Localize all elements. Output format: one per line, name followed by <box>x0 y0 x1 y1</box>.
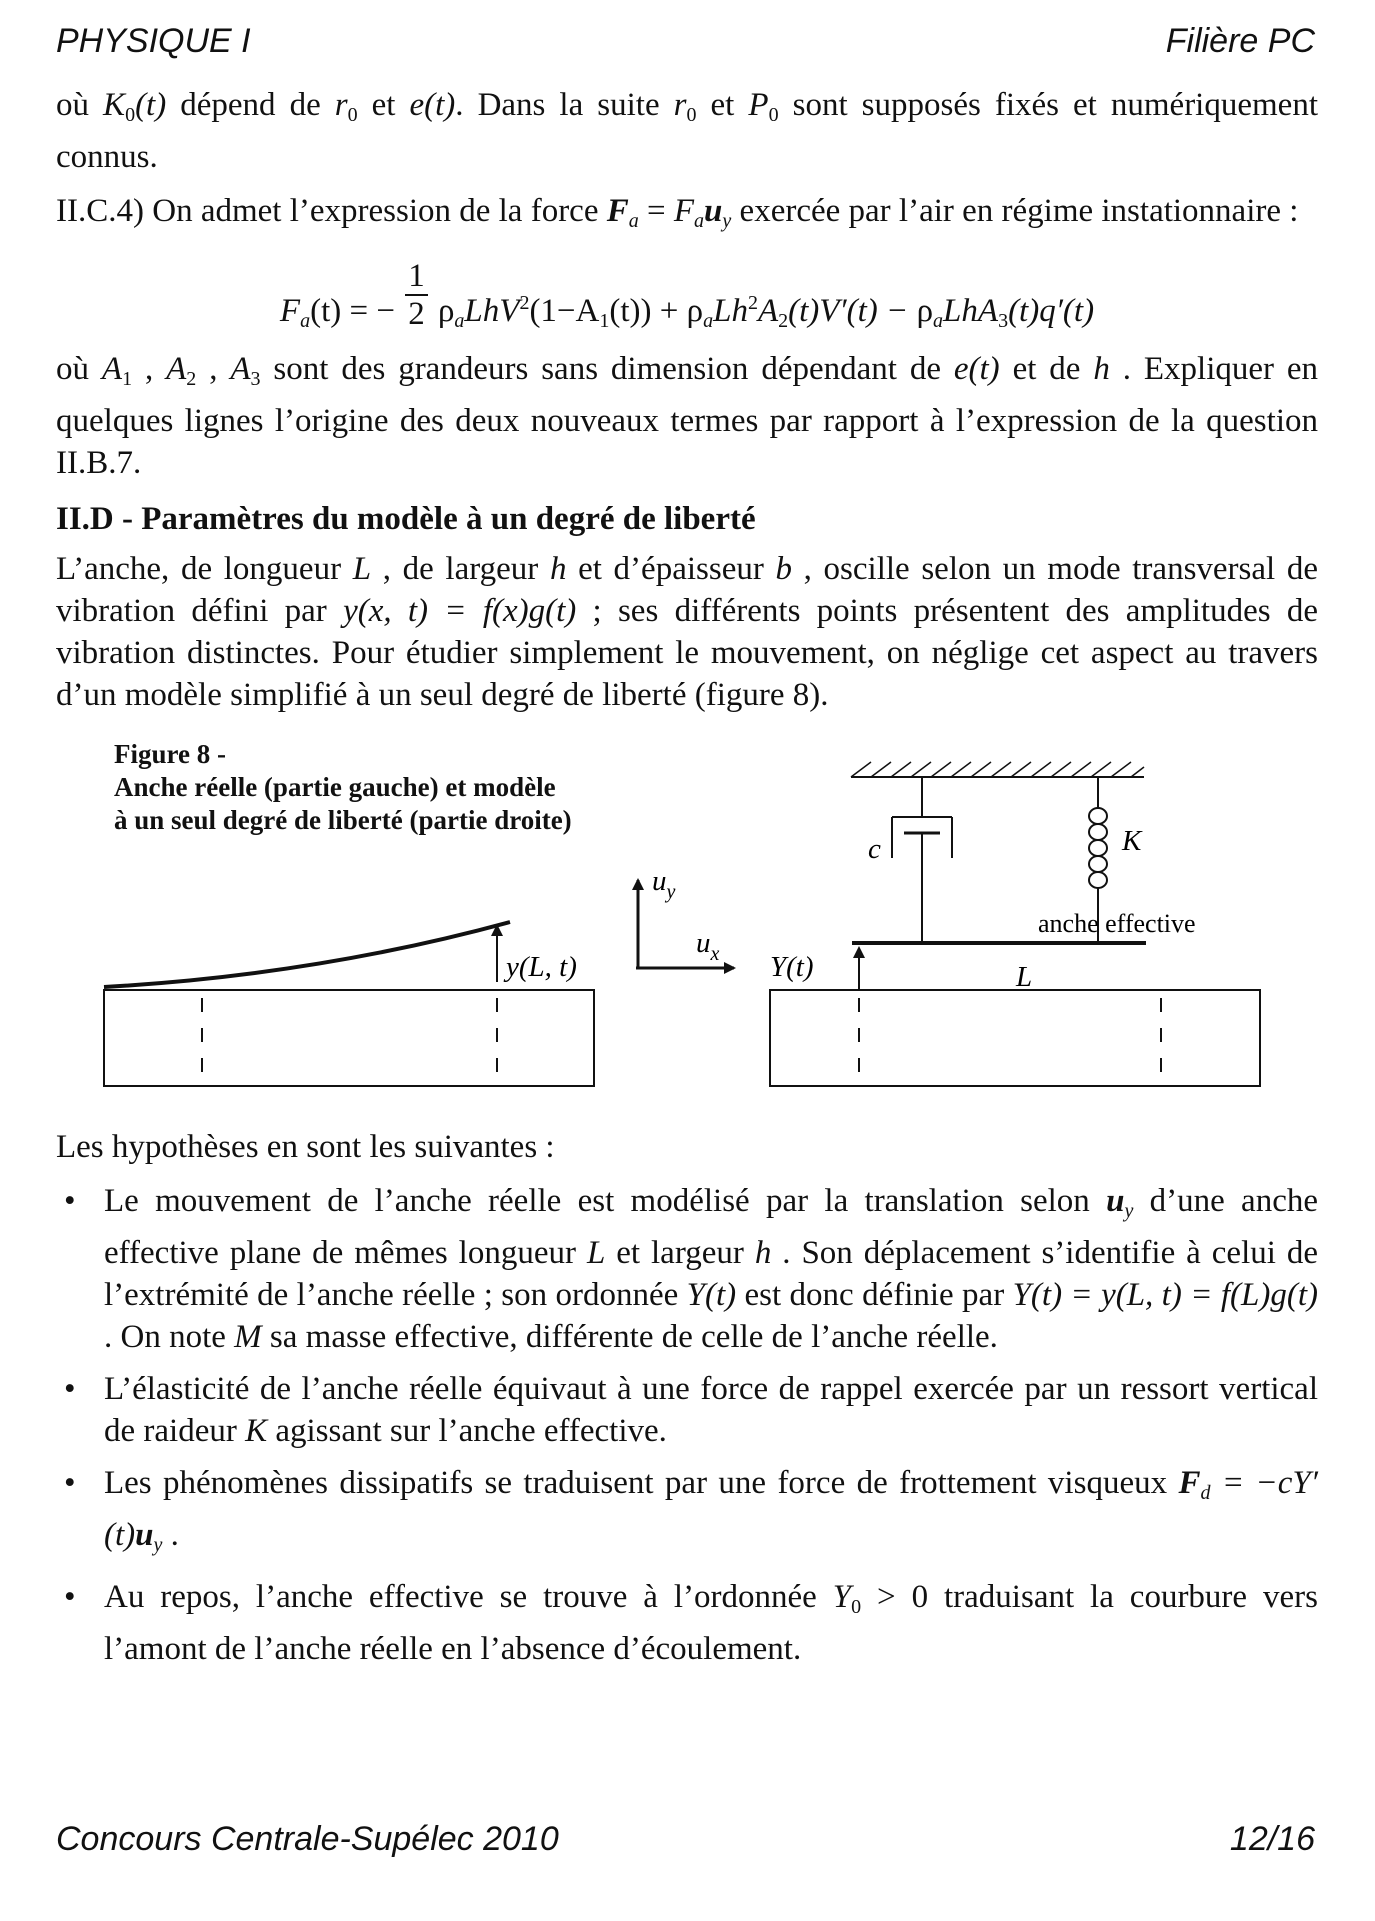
question-II-C-4: II.C.4) On admet l’expression de la force $F_a = F_au_y$ exercée par l’air en régime instationnaire : <box>56 193 1299 232</box>
reed-body-right <box>770 990 1260 1086</box>
page-number: 12/16 <box>1229 1820 1315 1858</box>
real-reed-diagram <box>104 922 594 1086</box>
paragraph-A-coefficients: où $A_1$ , $A_2$ , $A_3$ sont des grandeurs sans dimension dépendant de e(t) et de h . Expliquer en quelques lignes l’origine des deux nouveaux termes par rapport à l’expression de la question II.B.7. <box>56 351 1319 481</box>
paragraph-hypotheses-intro: Les hypothèses en sont les suivantes : <box>56 1129 555 1165</box>
footer-exam: Concours Centrale-Supélec 2010 <box>56 1820 559 1858</box>
fraction-numerator: 1 <box>405 258 428 296</box>
damper <box>892 777 952 942</box>
real-reed-curve <box>104 922 510 987</box>
list-item: • Les phénomènes dissipatifs se traduisent par une force de frottement visqueux $F_d = -cY'(t)u_y$ . <box>56 1462 1318 1566</box>
list-item: • L’élasticité de l’anche réelle équivaut à une force de rappel exercée par un ressort vertical de raideur K agissant sur l’anche effective. <box>56 1368 1318 1452</box>
figure-caption: Figure 8 - Anche réelle (partie gauche) et modèle à un seul degré de liberté (partie droite) <box>114 739 572 835</box>
reed-body-left <box>104 990 594 1086</box>
hypotheses-list <box>56 1180 1318 1670</box>
header-track: Filière PC <box>1165 22 1315 60</box>
list-item: • Au repos, l’anche effective se trouve à l’ordonnée $Y_0 > 0$ traduisant la courbure vers l’amont de l’anche réelle en l’absence d’écoulement. <box>56 1576 1318 1670</box>
K-label: K <box>1122 825 1142 857</box>
axes <box>636 865 734 968</box>
figure-drawing <box>56 730 1318 1110</box>
force-equation: $F_a(t)$ = − $\frac{1}{2}$ $\rho_aLhV^2(1-A_1(t)) + \rho_aLh^2A_2(t)V'(t) - \rho_aLhA_3(t)q'(t)$ <box>279 258 1095 332</box>
list-item: • Le mouvement de l’anche réelle est modélisé par la translation selon $u_y$ d’une anche effective plane de mêmes longueur L et largeur h . Son déplacement s’identifie à celui de l’extrémité de l’anche réelle ; son ordonnée Y(t) est donc définie par Y(t) = y(L, t) = f(L)g(t) . On note M sa masse effective, différente de celle de l’anche réelle. <box>56 1180 1318 1358</box>
uy-label: $u_y$ <box>652 865 676 903</box>
ceiling-hatch <box>851 762 1144 777</box>
page-body <box>56 84 1318 1680</box>
paragraph-reed-description: L’anche, de longueur L , de largeur h et d’épaisseur b , oscille selon un mode transversal de vibration défini par y(x, t) = f(x)g(t) ; ses différents points présentent des amplitudes de vibration distinctes. Pour étudier simplement le mouvement, on néglige cet aspect au travers d’un modèle simplifié à un seul degré de liberté (figure 8). <box>56 551 1318 713</box>
header-subject: PHYSIQUE I <box>56 22 251 60</box>
L-label: L <box>1016 961 1033 993</box>
c-label: c <box>868 833 881 865</box>
ux-label: $u_x$ <box>696 927 720 965</box>
y-L-t-label: y(L, t) <box>506 951 577 983</box>
paragraph-k0: où $K_0(t)$ dépend de $r_0$ et e(t). Dans la suite $r_0$ et $P_0$ sont supposés fixés et numériquement connus. <box>56 87 1318 175</box>
fraction-denominator: 2 <box>408 296 425 332</box>
figure-8 <box>56 730 1318 1110</box>
Y-t-label: Y(t) <box>770 951 814 983</box>
anche-effective-label: anche effective <box>1038 909 1196 938</box>
section-title: II.D - Paramètres du modèle à un degré de liberté <box>56 501 756 537</box>
effective-model-diagram <box>770 762 1260 1086</box>
